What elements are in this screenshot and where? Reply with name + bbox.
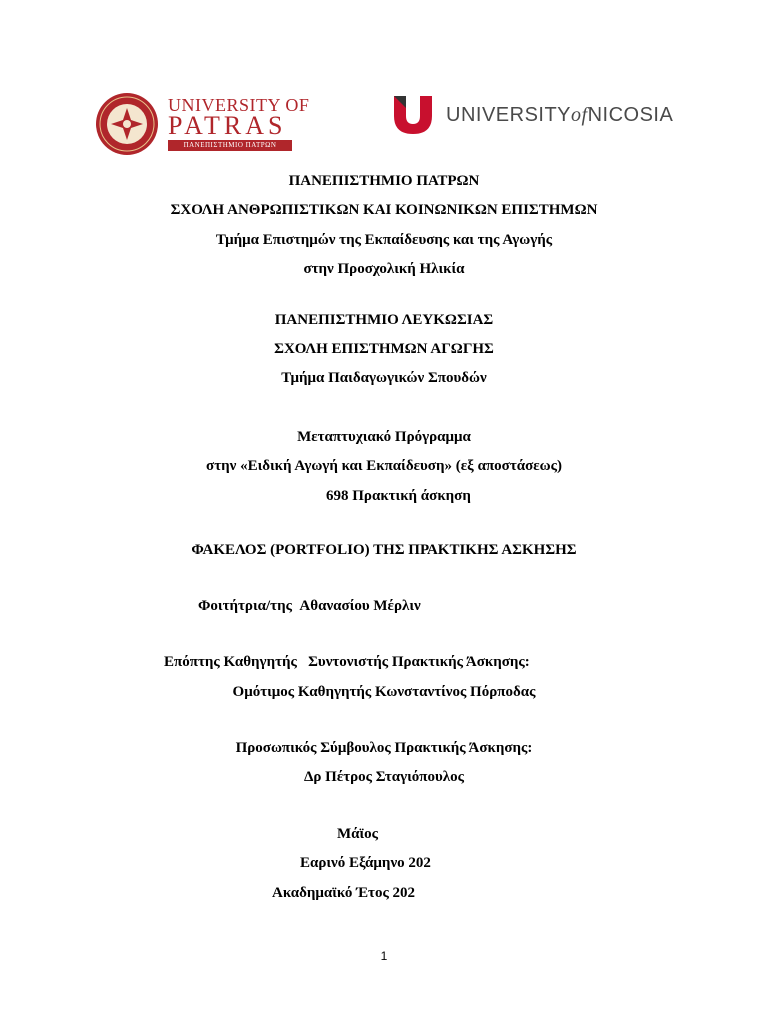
university-of-patras-seal-icon [95,92,159,156]
nicosia-logo-of: of [571,104,588,126]
page-number: 1 [380,949,388,963]
program-subtitle: στην «Ειδική Αγωγή και Εκπαίδευση» (εξ αποστάσεως) [206,458,562,474]
patras-university-name: ΠΑΝΕΠΙΣΤΗΜΙΟ ΠΑΤΡΩΝ [288,173,480,189]
university-of-patras-logo [168,95,310,151]
university-of-nicosia-logo [446,102,673,128]
supervisor-label: Επόπτης Καθηγητής Συντονιστής Πρακτικής Άσκησης: [164,654,530,670]
student-line [198,597,421,615]
student-label: Φοιτήτρια/της [198,598,292,614]
nicosia-logo-prefix: UNIVERSITY [446,104,572,126]
date-semester: Εαρινό Εξάμηνο 202 [300,855,431,871]
patras-department-name-cont: στην Προσχολική Ηλικία [303,261,465,277]
patras-department-name: Τμήμα Επιστημών της Εκπαίδευσης και της Αγωγής [215,232,553,248]
date-month: Μάϊος [337,826,379,842]
patras-school-name: ΣΧΟΛΗ ΑΝΘΡΩΠΙΣΤΙΚΩΝ ΚΑΙ ΚΟΙΝΩΝΙΚΩΝ ΕΠΙΣΤΗΜΩΝ [170,202,598,218]
portfolio-title: ΦΑΚΕΛΟΣ (PORTFOLIO) ΤΗΣ ΠΡΑΚΤΙΚΗΣ ΑΣΚΗΣΗΣ [191,542,577,558]
nicosia-university-name: ΠΑΝΕΠΙΣΤΗΜΙΟ ΛΕΥΚΩΣΙΑΣ [274,312,494,328]
nicosia-department-name: Τμήμα Παιδαγωγικών Σπουδών [281,370,487,386]
patras-logo-bar: ΠΑΝΕΠΙΣΤΗΜΙΟ ΠΑΤΡΩΝ [168,140,292,151]
supervisor-name: Ομότιμος Καθηγητής Κωνσταντίνος Πόρποδας [232,684,536,700]
university-of-nicosia-shield-icon [392,94,434,136]
nicosia-school-name: ΣΧΟΛΗ ΕΠΙΣΤΗΜΩΝ ΑΓΩΓΗΣ [274,341,494,357]
advisor-label: Προσωπικός Σύμβουλος Πρακτικής Άσκησης: [235,740,533,756]
program-title: Μεταπτυχιακό Πρόγραμμα [297,429,471,445]
logo-header [0,0,768,160]
nicosia-logo-suffix: NICOSIA [587,104,674,126]
advisor-name: Δρ Πέτρος Σταγιόπουλος [303,769,465,785]
date-academic-year: Ακαδημαϊκό Έτος 202 [272,885,416,901]
patras-logo-line2: PATRAS [168,111,287,140]
course-title: 698 Πρακτική άσκηση [326,488,471,504]
patras-logo-line1: UNIVERSITY OF [168,95,310,115]
student-name: Αθανασίου Μέρλιν [299,598,421,614]
